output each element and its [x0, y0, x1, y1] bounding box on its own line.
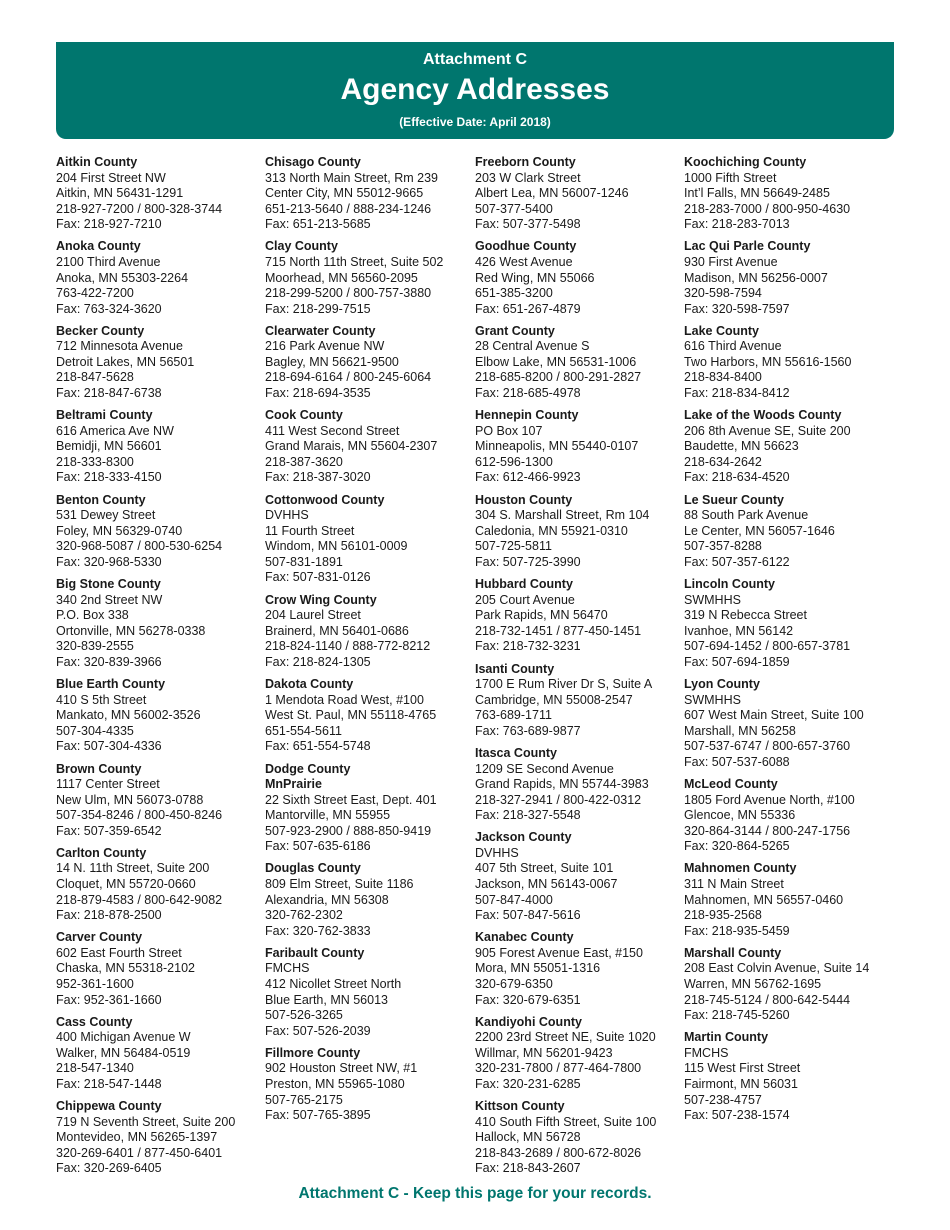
agency-entry: [684, 239, 889, 317]
agency-detail-line: Fax: 218-327-5548: [475, 808, 581, 823]
agency-detail-line: 1000 Fifth Street: [684, 170, 777, 185]
agency-detail-line: Baudette, MN 56623: [684, 439, 799, 454]
agency-name: Anoka County: [56, 239, 141, 254]
agency-name: Le Sueur County: [684, 492, 785, 507]
agency-entry: [475, 746, 680, 824]
agency-name: Carver County: [56, 930, 143, 945]
agency-entry: [265, 239, 470, 317]
agency-name: MnPrairie: [265, 777, 322, 792]
agency-entry: [475, 324, 680, 402]
header-banner: [56, 42, 894, 139]
agency-detail-line: 218-685-8200 / 800-291-2827: [475, 370, 642, 385]
agency-name: Cass County: [56, 1014, 133, 1029]
agency-detail-line: 206 8th Avenue SE, Suite 200: [684, 423, 851, 438]
agency-entry: [475, 662, 680, 740]
agency-detail-line: 507-357-8288: [684, 539, 762, 554]
agency-entry: [475, 155, 680, 233]
address-column: [684, 155, 889, 1130]
agency-detail-line: 320-231-7800 / 877-464-7800: [475, 1061, 642, 1076]
agency-detail-line: Alexandria, MN 56308: [265, 892, 389, 907]
agency-entry: [684, 155, 889, 233]
agency-detail-line: Mahnomen, MN 56557-0460: [684, 892, 844, 907]
agency-name: Kandiyohi County: [475, 1014, 582, 1029]
agency-detail-line: SWMHHS: [684, 692, 741, 707]
agency-detail-line: 320-968-5087 / 800-530-6254: [56, 539, 223, 554]
agency-detail-line: Fax: 320-598-7597: [684, 301, 790, 316]
agency-detail-line: P.O. Box 338: [56, 608, 129, 623]
agency-entry: [475, 239, 680, 317]
agency-detail-line: 407 5th Street, Suite 101: [475, 861, 614, 876]
agency-detail-line: 218-879-4583 / 800-642-9082: [56, 892, 223, 907]
agency-detail-line: Albert Lea, MN 56007-1246: [475, 186, 629, 201]
agency-detail-line: Montevideo, MN 56265-1397: [56, 1130, 218, 1145]
agency-detail-line: Fax: 763-689-9877: [475, 723, 581, 738]
address-column: [265, 155, 470, 1130]
agency-entry: [475, 1099, 680, 1177]
agency-detail-line: 902 Houston Street NW, #1: [265, 1061, 418, 1076]
agency-detail-line: Fax: 507-238-1574: [684, 1108, 790, 1123]
agency-entry: [56, 239, 261, 317]
agency-detail-line: 218-843-2689 / 800-672-8026: [475, 1145, 642, 1160]
agency-detail-line: Fax: 218-834-8412: [684, 386, 790, 401]
agency-detail-line: 2100 Third Avenue: [56, 254, 161, 269]
agency-name: Crow Wing County: [265, 592, 377, 607]
agency-entry: [684, 861, 889, 939]
agency-detail-line: 905 Forest Avenue East, #150: [475, 945, 643, 960]
effective-date: (Effective Date: April 2018): [399, 115, 551, 129]
agency-name: Aitkin County: [56, 155, 138, 169]
agency-name: Itasca County: [475, 745, 557, 760]
agency-detail-line: 1805 Ford Avenue North, #100: [684, 792, 855, 807]
agency-detail-line: 507-377-5400: [475, 201, 553, 216]
agency-detail-line: Park Rapids, MN 56470: [475, 608, 608, 623]
agency-detail-line: FMCHS: [265, 961, 310, 976]
agency-detail-line: 507-831-1891: [265, 554, 343, 569]
agency-entry: [56, 408, 261, 486]
agency-entry: [56, 155, 261, 233]
agency-detail-line: Cambridge, MN 55008-2547: [475, 692, 633, 707]
agency-detail-line: Bagley, MN 56621-9500: [265, 354, 399, 369]
agency-name: Freeborn County: [475, 155, 576, 169]
agency-name: Isanti County: [475, 661, 555, 676]
agency-detail-line: Fax: 320-864-5265: [684, 839, 790, 854]
agency-detail-line: Blue Earth, MN 56013: [265, 992, 388, 1007]
agency-name: Hennepin County: [475, 408, 579, 423]
agency-detail-line: 426 West Avenue: [475, 254, 573, 269]
agency-detail-line: 1117 Center Street: [56, 777, 160, 792]
agency-detail-line: Fax: 218-694-3535: [265, 386, 371, 401]
agency-entry: [265, 593, 470, 671]
agency-name: Marshall County: [684, 945, 782, 960]
agency-detail-line: Detroit Lakes, MN 56501: [56, 354, 195, 369]
agency-name: Clearwater County: [265, 323, 376, 338]
agency-detail-line: 88 South Park Avenue: [684, 508, 809, 523]
agency-detail-line: 400 Michigan Avenue W: [56, 1030, 191, 1045]
agency-detail-line: Fax: 507-304-4336: [56, 739, 162, 754]
agency-detail-line: FMCHS: [684, 1045, 729, 1060]
agency-name: Lincoln County: [684, 577, 775, 592]
agency-detail-line: 763-422-7200: [56, 286, 134, 301]
agency-detail-line: 204 First Street NW: [56, 170, 166, 185]
agency-name: Cook County: [265, 408, 343, 423]
agency-detail-line: 507-725-5811: [475, 539, 552, 554]
agency-entry: [56, 762, 261, 840]
agency-name: Lake of the Woods County: [684, 408, 842, 423]
agency-detail-line: Two Harbors, MN 55616-1560: [684, 354, 852, 369]
agency-detail-line: Fax: 218-927-7210: [56, 217, 162, 232]
agency-detail-line: Elbow Lake, MN 56531-1006: [475, 354, 637, 369]
agency-detail-line: Fax: 952-361-1660: [56, 992, 162, 1007]
agency-detail-line: Fax: 651-554-5748: [265, 739, 371, 754]
agency-detail-line: Fax: 218-333-4150: [56, 470, 162, 485]
agency-name: Becker County: [56, 323, 145, 338]
agency-detail-line: Fairmont, MN 56031: [684, 1076, 798, 1091]
agency-detail-line: 507-526-3265: [265, 1008, 343, 1023]
agency-detail-line: 715 North 11th Street, Suite 502: [265, 254, 444, 269]
address-column: [475, 155, 680, 1184]
agency-detail-line: SWMHHS: [684, 592, 741, 607]
agency-name: Goodhue County: [475, 239, 577, 254]
agency-detail-line: 930 First Avenue: [684, 254, 778, 269]
agency-detail-line: Minneapolis, MN 55440-0107: [475, 439, 639, 454]
agency-detail-line: 218-935-2568: [684, 908, 762, 923]
agency-detail-line: Fax: 507-377-5498: [475, 217, 581, 232]
agency-detail-line: 952-361-1600: [56, 976, 134, 991]
agency-detail-line: Fax: 218-847-6738: [56, 386, 162, 401]
agency-detail-line: 651-213-5640 / 888-234-1246: [265, 201, 432, 216]
address-column: [56, 155, 261, 1184]
agency-detail-line: Le Center, MN 56057-1646: [684, 523, 835, 538]
agency-detail-line: 340 2nd Street NW: [56, 592, 163, 607]
agency-name: Faribault County: [265, 945, 365, 960]
agency-name: Beltrami County: [56, 408, 153, 423]
agency-name: Mahnomen County: [684, 861, 797, 876]
agency-detail-line: 651-554-5611: [265, 723, 342, 738]
agency-detail-line: Fax: 218-843-2607: [475, 1161, 581, 1176]
agency-detail-line: Fax: 218-935-5459: [684, 923, 790, 938]
agency-detail-line: New Ulm, MN 56073-0788: [56, 792, 204, 807]
agency-detail-line: 218-732-1451 / 877-450-1451: [475, 623, 642, 638]
agency-detail-line: Chaska, MN 55318-2102: [56, 961, 195, 976]
agency-detail-line: 218-634-2642: [684, 454, 762, 469]
agency-detail-line: Fax: 612-466-9923: [475, 470, 581, 485]
agency-detail-line: Fax: 320-762-3833: [265, 923, 371, 938]
agency-entry: [56, 1015, 261, 1093]
agency-entry: [265, 408, 470, 486]
agency-entry: [265, 861, 470, 939]
agency-entry: [475, 493, 680, 571]
agency-detail-line: 320-762-2302: [265, 908, 343, 923]
agency-detail-line: Fax: 218-878-2500: [56, 908, 162, 923]
agency-entry: [265, 493, 470, 586]
agency-detail-line: Fax: 218-634-4520: [684, 470, 790, 485]
agency-entry: [56, 846, 261, 924]
agency-detail-line: Cloquet, MN 55720-0660: [56, 877, 196, 892]
agency-detail-line: Madison, MN 56256-0007: [684, 270, 828, 285]
agency-detail-line: Ivanhoe, MN 56142: [684, 623, 794, 638]
agency-detail-line: 1 Mendota Road West, #100: [265, 692, 424, 707]
agency-detail-line: Willmar, MN 56201-9423: [475, 1045, 613, 1060]
agency-detail-line: Windom, MN 56101-0009: [265, 539, 408, 554]
agency-name: Dakota County: [265, 677, 354, 692]
agency-detail-line: 22 Sixth Street East, Dept. 401: [265, 792, 437, 807]
agency-entry: [684, 493, 889, 571]
agency-detail-line: Fax: 651-267-4879: [475, 301, 581, 316]
agency-detail-line: Mantorville, MN 55955: [265, 808, 391, 823]
agency-detail-line: 115 West First Street: [684, 1061, 801, 1076]
agency-name: Martin County: [684, 1030, 769, 1045]
agency-detail-line: 411 West Second Street: [265, 423, 400, 438]
agency-entry: [265, 324, 470, 402]
agency-detail-line: 218-824-1140 / 888-772-8212: [265, 639, 431, 654]
agency-entry: [56, 677, 261, 755]
agency-detail-line: 218-387-3620: [265, 454, 343, 469]
agency-name: Benton County: [56, 492, 146, 507]
agency-detail-line: Fax: 320-269-6405: [56, 1161, 162, 1176]
agency-detail-line: Foley, MN 56329-0740: [56, 523, 183, 538]
agency-detail-line: Anoka, MN 55303-2264: [56, 270, 189, 285]
attachment-label: Attachment C: [422, 51, 527, 68]
agency-detail-line: 719 N Seventh Street, Suite 200: [56, 1114, 236, 1129]
agency-detail-line: 218-283-7000 / 800-950-4630: [684, 201, 851, 216]
agency-detail-line: Caledonia, MN 55921-0310: [475, 523, 628, 538]
agency-detail-line: Brainerd, MN 56401-0686: [265, 623, 409, 638]
agency-detail-line: Aitkin, MN 56431-1291: [56, 186, 184, 201]
agency-detail-line: Fax: 218-732-3231: [475, 639, 581, 654]
agency-detail-line: 28 Central Avenue S: [475, 339, 590, 354]
agency-entry: [56, 577, 261, 670]
agency-entry: [684, 577, 889, 670]
agency-detail-line: 531 Dewey Street: [56, 508, 156, 523]
agency-detail-line: Fax: 507-357-6122: [684, 554, 790, 569]
agency-detail-line: Mankato, MN 56002-3526: [56, 708, 201, 723]
agency-detail-line: Fax: 507-526-2039: [265, 1023, 371, 1038]
agency-detail-line: DVHHS: [475, 845, 519, 860]
agency-name: Houston County: [475, 492, 573, 507]
agency-entry: [265, 155, 470, 233]
agency-detail-line: 320-864-3144 / 800-247-1756: [684, 823, 851, 838]
agency-name: Brown County: [56, 761, 142, 776]
agency-detail-line: 218-299-5200 / 800-757-3880: [265, 286, 432, 301]
agency-detail-line: 507-765-2175: [265, 1092, 343, 1107]
page-title: Agency Addresses: [340, 73, 610, 106]
agency-detail-line: Jackson, MN 56143-0067: [475, 877, 618, 892]
agency-detail-line: 218-694-6164 / 800-245-6064: [265, 370, 432, 385]
agency-detail-line: 612-596-1300: [475, 454, 553, 469]
agency-detail-line: 320-679-6350: [475, 976, 553, 991]
agency-detail-line: Fax: 218-283-7013: [684, 217, 790, 232]
agency-detail-line: Moorhead, MN 56560-2095: [265, 270, 418, 285]
agency-detail-line: 218-547-1340: [56, 1061, 134, 1076]
agency-detail-line: 320-839-2555: [56, 639, 134, 654]
agency-detail-line: 507-694-1452 / 800-657-3781: [684, 639, 851, 654]
agency-detail-line: Int’l Falls, MN 56649-2485: [684, 186, 830, 201]
agency-detail-line: 320-269-6401 / 877-450-6401: [56, 1145, 223, 1160]
agency-detail-line: 410 South Fifth Street, Suite 100: [475, 1114, 657, 1129]
agency-entry: [475, 408, 680, 486]
agency-detail-line: Center City, MN 55012-9665: [265, 186, 424, 201]
agency-detail-line: 412 Nicollet Street North: [265, 976, 402, 991]
agency-detail-line: 205 Court Avenue: [475, 592, 575, 607]
agency-detail-line: Grand Rapids, MN 55744-3983: [475, 777, 649, 792]
agency-detail-line: PO Box 107: [475, 423, 543, 438]
agency-entry: [684, 777, 889, 855]
agency-detail-line: Marshall, MN 56258: [684, 723, 796, 738]
agency-detail-line: 507-847-4000: [475, 892, 553, 907]
agency-detail-line: Fax: 218-387-3020: [265, 470, 371, 485]
agency-detail-line: 11 Fourth Street: [265, 523, 355, 538]
agency-entry: [475, 830, 680, 923]
agency-detail-line: Preston, MN 55965-1080: [265, 1076, 405, 1091]
agency-detail-line: 507-304-4335: [56, 723, 134, 738]
agency-detail-line: 616 Third Avenue: [684, 339, 782, 354]
agency-name: Koochiching County: [684, 155, 807, 169]
agency-detail-line: 602 East Fourth Street: [56, 945, 182, 960]
agency-detail-line: Fax: 651-213-5685: [265, 217, 371, 232]
agency-entry: [265, 762, 470, 855]
agency-detail-line: Fax: 507-635-6186: [265, 839, 371, 854]
agency-detail-line: 218-847-5628: [56, 370, 134, 385]
agency-detail-line: Fax: 320-968-5330: [56, 554, 162, 569]
agency-name: Chippewa County: [56, 1099, 162, 1114]
agency-detail-line: 320-598-7594: [684, 286, 762, 301]
agency-detail-line: Fax: 507-847-5616: [475, 908, 581, 923]
agency-entry: [265, 946, 470, 1039]
agency-detail-line: West St. Paul, MN 55118-4765: [265, 708, 437, 723]
agency-detail-line: Fax: 218-547-1448: [56, 1076, 162, 1091]
agency-detail-line: 607 West Main Street, Suite 100: [684, 708, 864, 723]
agency-name: Lac Qui Parle County: [684, 239, 811, 254]
agency-entry: [475, 930, 680, 1008]
agency-name: Blue Earth County: [56, 677, 166, 692]
agency-detail-line: Fax: 507-765-3895: [265, 1108, 371, 1123]
agency-detail-line: Bemidji, MN 56601: [56, 439, 162, 454]
agency-detail-line: Fax: 507-725-3990: [475, 554, 581, 569]
agency-detail-line: 1209 SE Second Avenue: [475, 761, 614, 776]
agency-detail-line: 304 S. Marshall Street, Rm 104: [475, 508, 650, 523]
agency-detail-line: 507-537-6747 / 800-657-3760: [684, 739, 851, 754]
agency-entry: [684, 324, 889, 402]
agency-name: Fillmore County: [265, 1045, 361, 1060]
agency-name: Kittson County: [475, 1099, 565, 1114]
agency-detail-line: 319 N Rebecca Street: [684, 608, 807, 623]
agency-entry: [56, 1099, 261, 1177]
footer-note: Attachment C - Keep this page for your records.: [298, 1185, 652, 1202]
agency-detail-line: 651-385-3200: [475, 286, 553, 301]
agency-detail-line: 218-745-5124 / 800-642-5444: [684, 992, 851, 1007]
agency-detail-line: 218-927-7200 / 800-328-3744: [56, 201, 223, 216]
agency-detail-line: 216 Park Avenue NW: [265, 339, 385, 354]
agency-detail-line: 616 America Ave NW: [56, 423, 174, 438]
agency-detail-line: 313 North Main Street, Rm 239: [265, 170, 438, 185]
agency-entry: [475, 1015, 680, 1093]
agency-detail-line: 763-689-1711: [475, 708, 552, 723]
agency-entry: [684, 946, 889, 1024]
agency-entry: [265, 1046, 470, 1124]
agency-detail-line: Fax: 507-694-1859: [684, 654, 790, 669]
agency-detail-line: 712 Minnesota Avenue: [56, 339, 183, 354]
agency-name: Hubbard County: [475, 577, 573, 592]
agency-entry: [56, 930, 261, 1008]
agency-detail-line: Mora, MN 55051-1316: [475, 961, 601, 976]
agency-entry: [684, 1030, 889, 1123]
agency-detail-line: Fax: 507-537-6088: [684, 754, 790, 769]
agency-detail-line: Red Wing, MN 55066: [475, 270, 595, 285]
agency-name: Jackson County: [475, 830, 572, 845]
agency-name: Carlton County: [56, 845, 147, 860]
agency-detail-line: 218-333-8300: [56, 454, 134, 469]
agency-detail-line: Fax: 320-231-6285: [475, 1076, 581, 1091]
agency-detail-line: DVHHS: [265, 508, 309, 523]
agency-name: Lyon County: [684, 677, 760, 692]
agency-detail-line: Fax: 218-685-4978: [475, 386, 581, 401]
agency-name: McLeod County: [684, 777, 778, 792]
agency-detail-line: Fax: 320-839-3966: [56, 654, 162, 669]
agency-name: Kanabec County: [475, 930, 574, 945]
agency-name: Dodge County: [265, 761, 351, 776]
agency-name: Chisago County: [265, 155, 361, 169]
agency-detail-line: Hallock, MN 56728: [475, 1130, 581, 1145]
agency-detail-line: 208 East Colvin Avenue, Suite 14: [684, 961, 870, 976]
agency-detail-line: 410 S 5th Street: [56, 692, 147, 707]
agency-entry: [56, 324, 261, 402]
agency-detail-line: Glencoe, MN 55336: [684, 808, 796, 823]
agency-entry: [684, 677, 889, 770]
agency-detail-line: Grand Marais, MN 55604-2307: [265, 439, 438, 454]
agency-detail-line: Walker, MN 56484-0519: [56, 1045, 191, 1060]
agency-detail-line: 507-354-8246 / 800-450-8246: [56, 808, 223, 823]
agency-entry: [684, 408, 889, 486]
agency-name: Big Stone County: [56, 577, 161, 592]
agency-detail-line: 809 Elm Street, Suite 1186: [265, 877, 414, 892]
agency-detail-line: 218-327-2941 / 800-422-0312: [475, 792, 642, 807]
agency-detail-line: 507-923-2900 / 888-850-9419: [265, 823, 432, 838]
agency-detail-line: 204 Laurel Street: [265, 608, 361, 623]
agency-detail-line: Fax: 507-831-0126: [265, 570, 371, 585]
agency-entry: [265, 677, 470, 755]
agency-detail-line: Ortonville, MN 56278-0338: [56, 623, 206, 638]
agency-name: Lake County: [684, 323, 760, 338]
agency-detail-line: Fax: 218-299-7515: [265, 301, 371, 316]
agency-detail-line: 1700 E Rum River Dr S, Suite A: [475, 677, 653, 692]
agency-detail-line: Fax: 218-745-5260: [684, 1008, 790, 1023]
agency-name: Grant County: [475, 323, 555, 338]
agency-detail-line: 507-238-4757: [684, 1092, 762, 1107]
agency-detail-line: 14 N. 11th Street, Suite 200: [56, 861, 210, 876]
agency-detail-line: Warren, MN 56762-1695: [684, 976, 822, 991]
agency-entry: [56, 493, 261, 571]
agency-name: Douglas County: [265, 861, 361, 876]
agency-entry: [475, 577, 680, 655]
agency-detail-line: Fax: 763-324-3620: [56, 301, 162, 316]
agency-detail-line: 311 N Main Street: [684, 877, 784, 892]
agency-detail-line: 203 W Clark Street: [475, 170, 581, 185]
agency-detail-line: Fax: 320-679-6351: [475, 992, 581, 1007]
agency-detail-line: Fax: 218-824-1305: [265, 654, 371, 669]
agency-detail-line: 218-834-8400: [684, 370, 762, 385]
agency-name: Cottonwood County: [265, 492, 385, 507]
agency-detail-line: 2200 23rd Street NE, Suite 1020: [475, 1030, 656, 1045]
agency-detail-line: Fax: 507-359-6542: [56, 823, 162, 838]
agency-name: Clay County: [265, 239, 338, 254]
